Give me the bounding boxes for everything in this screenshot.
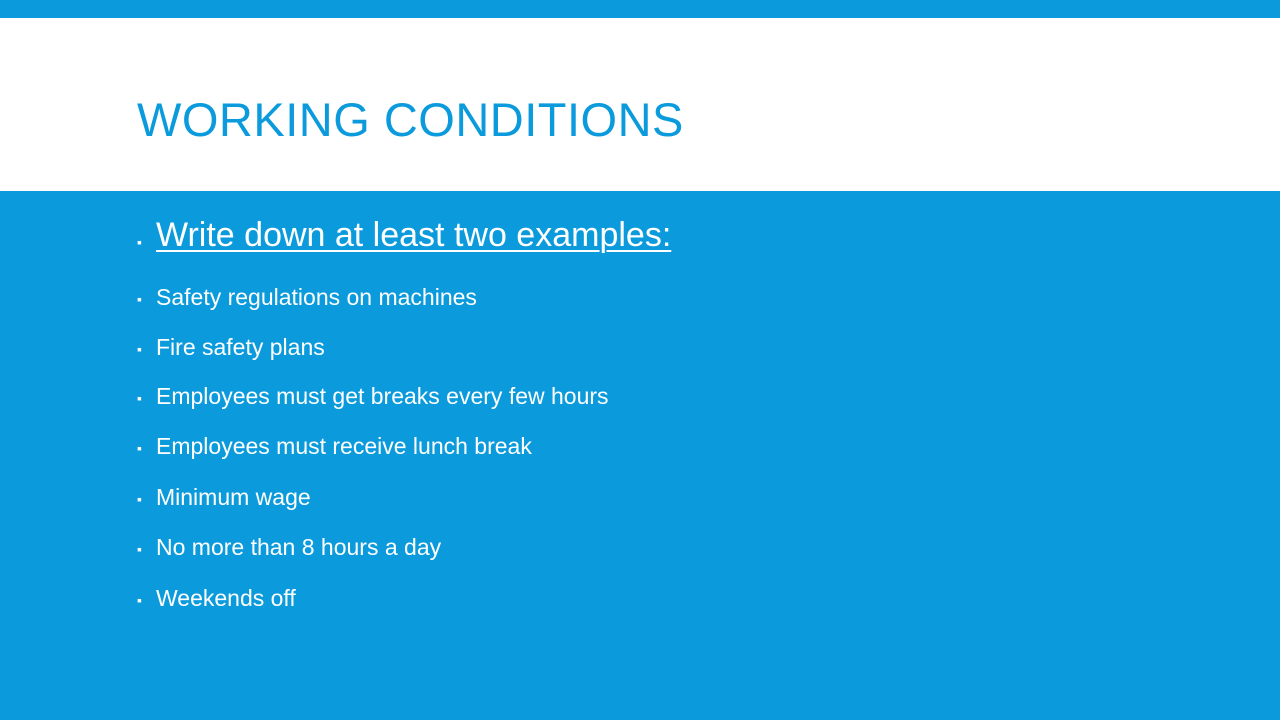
list-item-text: Employees must receive lunch break [156, 433, 532, 459]
bullet-square-icon: ▪ [137, 439, 142, 456]
bullet-square-icon: ▪ [137, 340, 142, 357]
list-item-text: Weekends off [156, 585, 296, 611]
bullet-square-icon: ▪ [137, 490, 142, 507]
bullet-square-icon: ▪ [137, 389, 142, 406]
heading-text: Write down at least two examples: [156, 216, 672, 254]
list-item-text: Employees must get breaks every few hours [156, 383, 609, 409]
top-accent-band [0, 0, 1280, 18]
list-item [137, 435, 532, 458]
list-item-text: Minimum wage [156, 484, 311, 510]
bullet-square-icon: ▪ [137, 233, 142, 250]
list-item-text: Safety regulations on machines [156, 284, 477, 310]
list-item-text: Fire safety plans [156, 334, 325, 360]
list-item [137, 336, 325, 359]
list-item [137, 486, 311, 509]
bullet-square-icon: ▪ [137, 540, 142, 557]
list-item [137, 385, 609, 408]
bullet-square-icon: ▪ [137, 591, 142, 608]
heading-bullet [137, 218, 671, 252]
list-item [137, 587, 296, 610]
content-area [0, 191, 1280, 720]
title-area [0, 18, 1280, 191]
slide-title: WORKING CONDITIONS [137, 93, 684, 146]
list-item [137, 536, 441, 559]
list-item-text: No more than 8 hours a day [156, 534, 442, 560]
bullet-square-icon: ▪ [137, 290, 142, 307]
list-item [137, 286, 477, 309]
